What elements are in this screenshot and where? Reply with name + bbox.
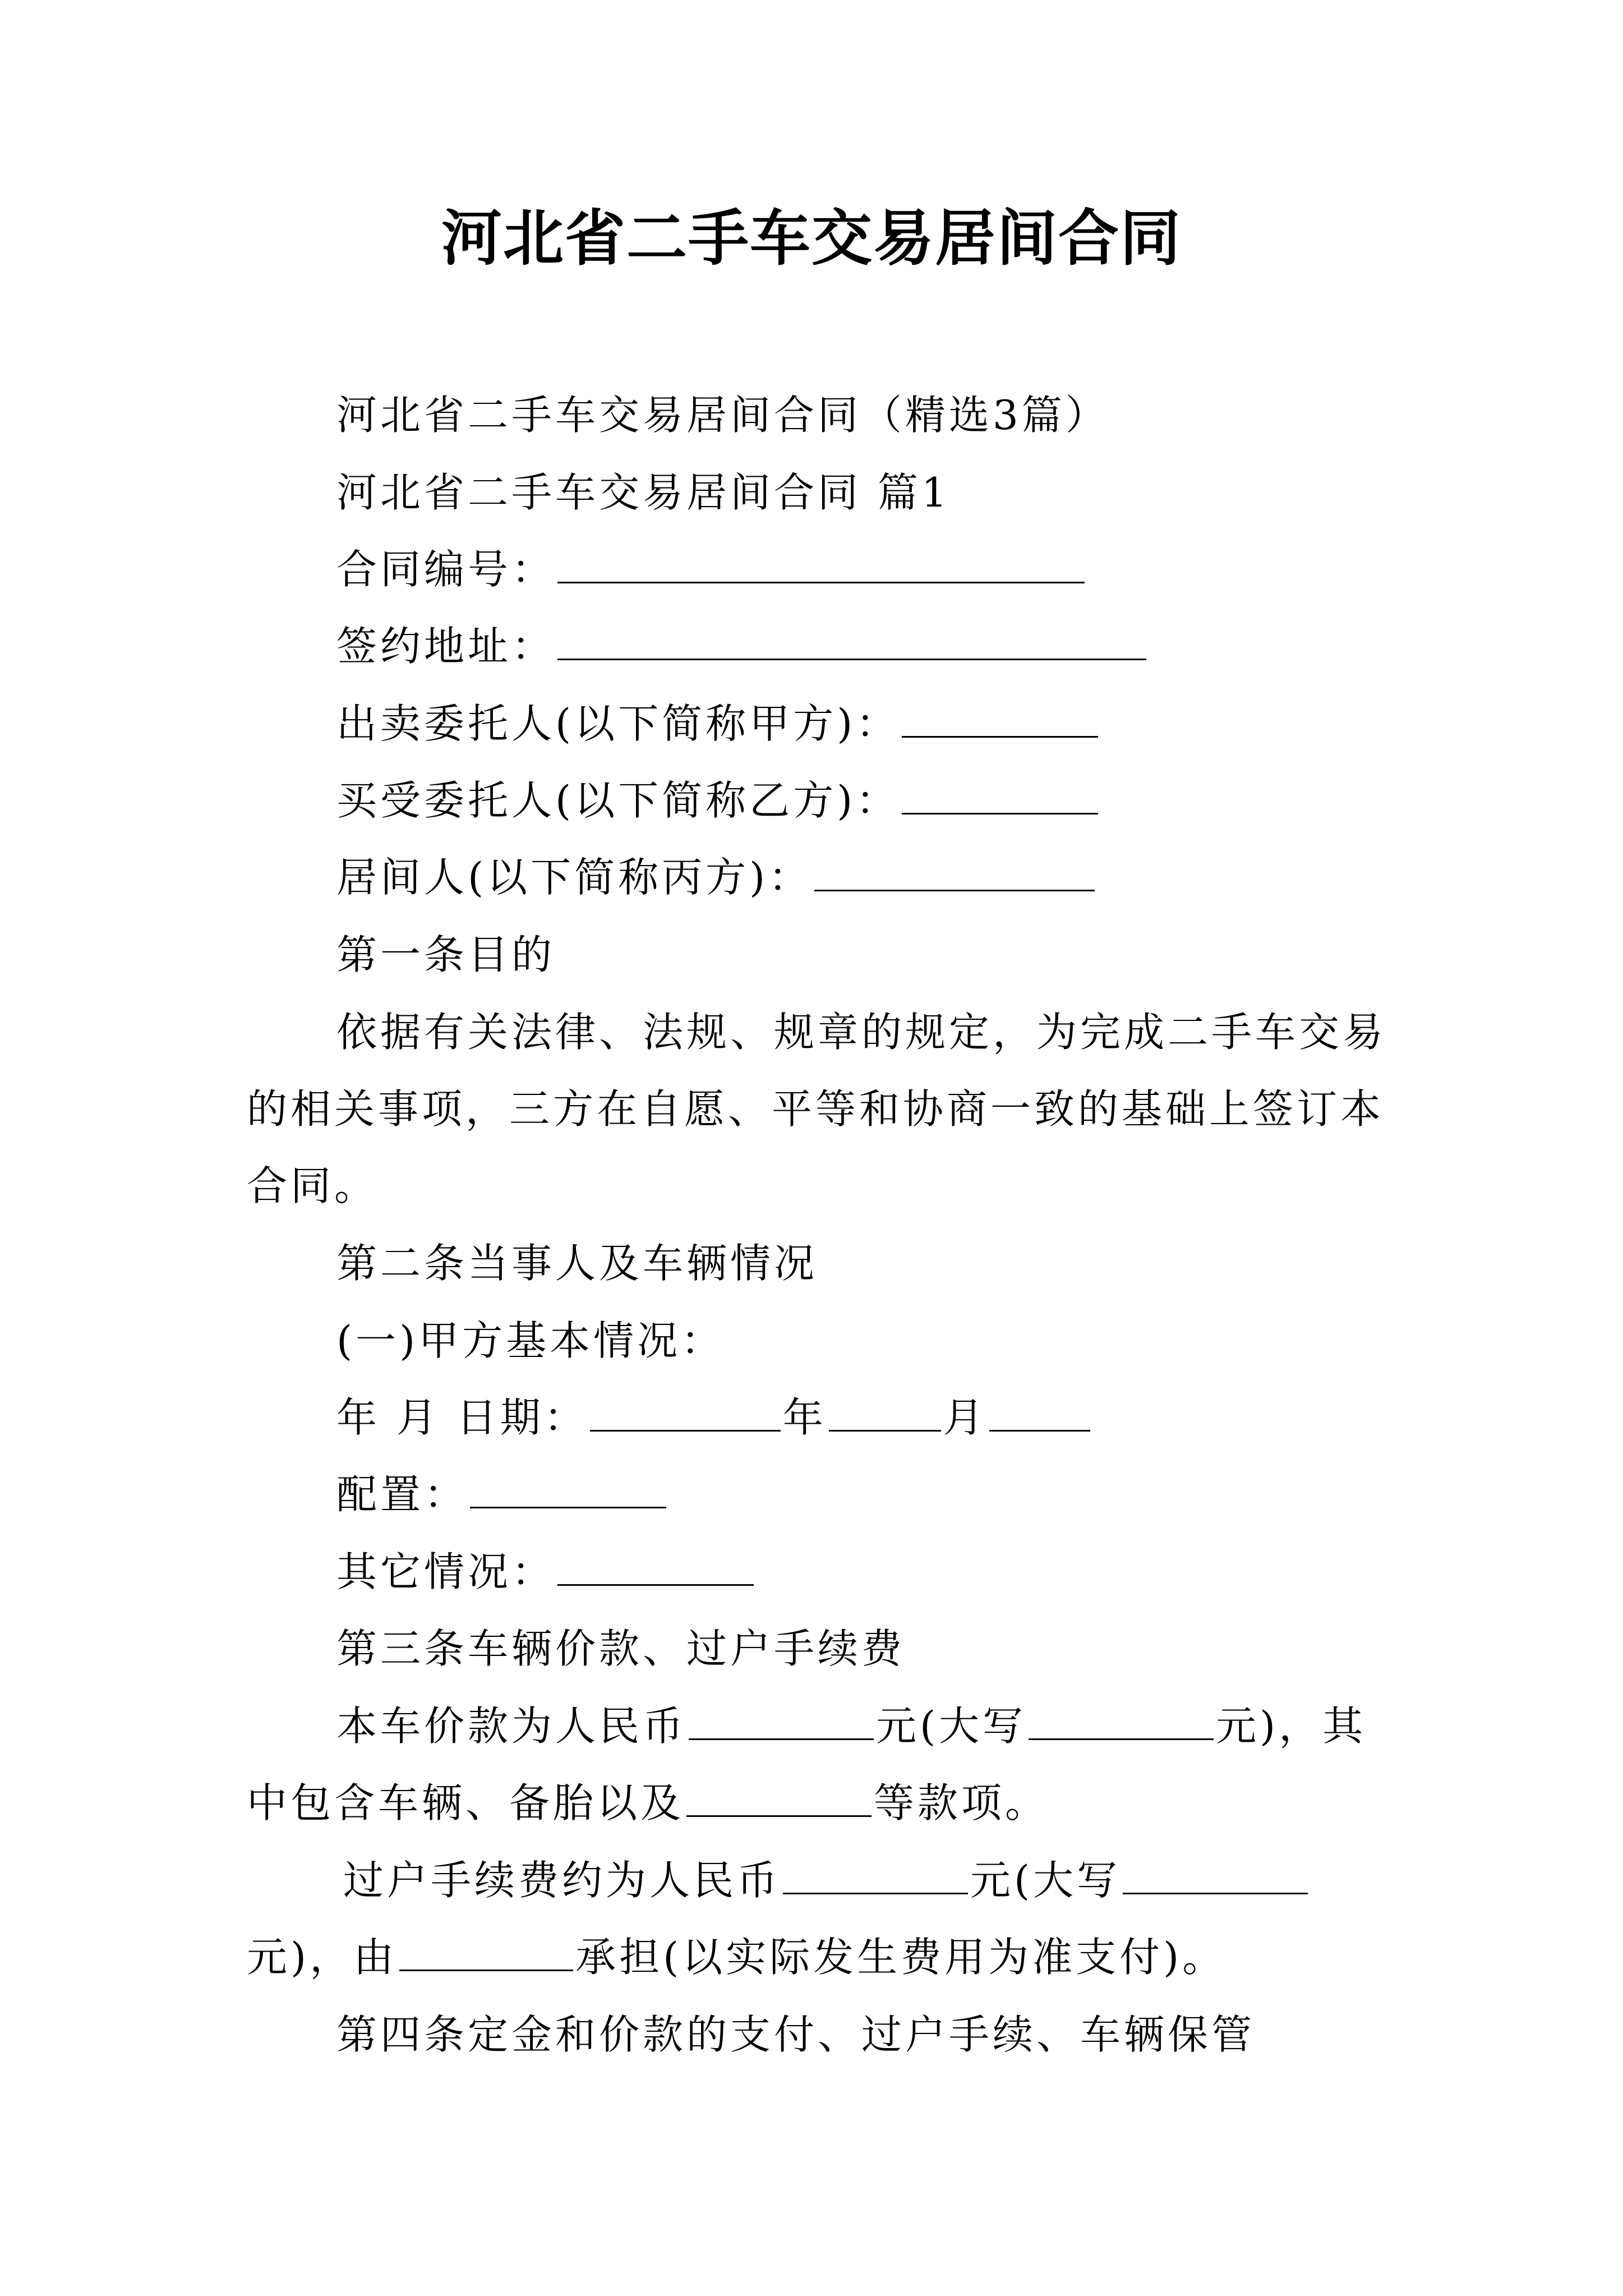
article2-sub1: (一)甲方基本情况：	[336, 1317, 725, 1364]
price-text-c: 元)，其	[1216, 1703, 1367, 1750]
sign-address-row	[336, 618, 1149, 674]
buyer-blank	[902, 774, 1098, 815]
fee-blank	[783, 1853, 968, 1894]
article1-para-line2: 的相关事项，三方在自愿、平等和协商一致的基础上签订本	[247, 1085, 1385, 1133]
contract-number-blank	[557, 542, 1085, 583]
fee-line2	[247, 1929, 1226, 1985]
other-row	[336, 1544, 756, 1600]
fee-uppercase-blank	[1123, 1853, 1308, 1894]
buyer-row	[336, 772, 1100, 829]
broker-row	[336, 849, 1097, 905]
items-blank	[686, 1776, 872, 1817]
sign-address-label: 签约地址：	[336, 623, 556, 670]
price-line2	[247, 1775, 1049, 1831]
contract-number-row	[336, 541, 1087, 597]
date-label: 年 月 日期：	[336, 1394, 588, 1441]
broker-blank	[814, 850, 1095, 891]
price-text-d: 中包含车辆、备胎以及	[247, 1779, 685, 1826]
fee-text-b: 元(大写	[970, 1857, 1121, 1904]
config-blank	[470, 1467, 666, 1508]
seller-row	[336, 696, 1100, 752]
article3-heading: 第三条车辆价款、过户手续费	[336, 1625, 906, 1672]
date-day-blank	[989, 1391, 1090, 1432]
other-label: 其它情况：	[336, 1548, 556, 1595]
price-text-b: 元(大写	[876, 1703, 1027, 1750]
year-label: 年	[782, 1394, 827, 1441]
config-row	[336, 1466, 668, 1522]
other-blank	[557, 1545, 754, 1586]
price-blank	[689, 1699, 874, 1740]
seller-blank	[902, 697, 1098, 738]
article1-para-line1: 依据有关法律、法规、规章的规定，为完成二手车交易	[336, 1009, 1387, 1056]
price-line1	[336, 1698, 1366, 1754]
article1-para-line3: 合同。	[247, 1162, 379, 1209]
price-uppercase-blank	[1029, 1699, 1214, 1740]
fee-text-c: 元)，由	[247, 1934, 398, 1981]
sign-address-blank	[557, 619, 1146, 660]
date-month-blank	[829, 1391, 941, 1432]
document-title: 河北省二手车交易居间合同	[441, 203, 1182, 274]
price-text-e: 等款项。	[874, 1779, 1049, 1826]
seller-label: 出卖委托人(以下简称甲方)：	[336, 700, 900, 747]
price-text-a: 本车价款为人民币	[336, 1703, 687, 1750]
article1-heading: 第一条目的	[336, 931, 556, 978]
article2-heading: 第二条当事人及车辆情况	[336, 1240, 818, 1287]
document-subtitle: 河北省二手车交易居间合同（精选3篇）	[336, 392, 1109, 439]
fee-payer-blank	[399, 1930, 573, 1971]
fee-text-d: 承担(以实际发生费用为准支付)。	[575, 1934, 1227, 1981]
buyer-label: 买受委托人(以下简称乙方)：	[336, 777, 900, 824]
date-row	[336, 1389, 1092, 1446]
broker-label: 居间人(以下简称丙方)：	[336, 854, 813, 901]
date-year-blank	[590, 1391, 781, 1432]
fee-line1	[343, 1852, 1310, 1908]
article4-heading: 第四条定金和价款的支付、过户手续、车辆保管	[336, 2011, 1256, 2058]
contract-number-label: 合同编号：	[336, 546, 556, 593]
config-label: 配置：	[336, 1471, 468, 1518]
month-label: 月	[943, 1394, 987, 1441]
section-heading: 河北省二手车交易居间合同 篇1	[336, 469, 951, 516]
fee-text-a: 过户手续费约为人民币	[343, 1857, 781, 1904]
